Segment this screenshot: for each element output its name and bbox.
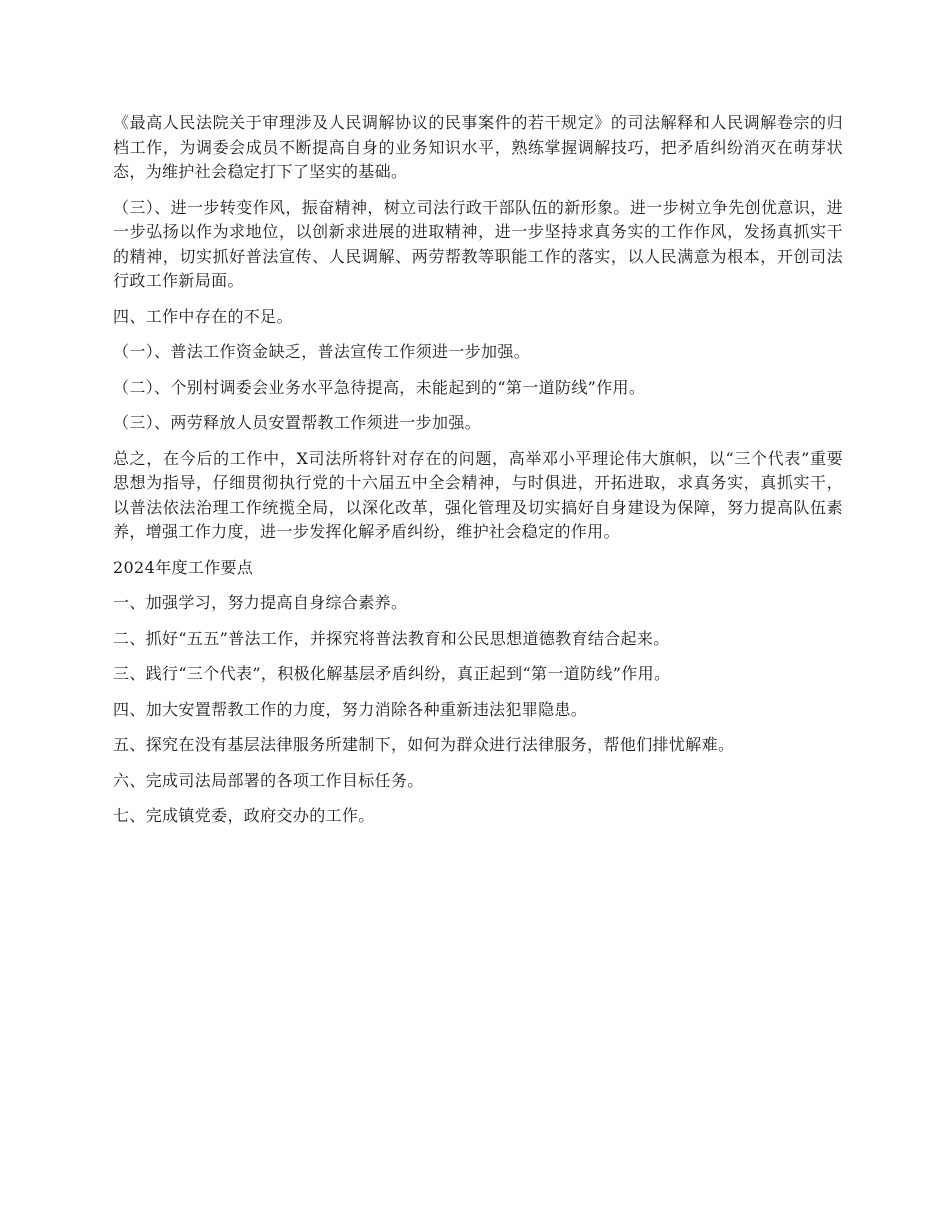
work-point-6: 六、完成司法局部署的各项工作目标任务。 — [113, 770, 424, 790]
paragraph-mediation-archiving: 《最高人民法院关于审理涉及人民调解协议的民事案件的若干规定》的司法解释和人民调解卷宗的归档工作，为调委会成员不断提高自身的业务知识水平，熟练掌握调解技巧，把矛盾纠纷消灭在萌芽状态，为维护社会稳定打下了坚实的基础。 — [113, 113, 843, 181]
document-body — [113, 111, 843, 840]
work-point-1: 一、加强学习，努力提高自身综合素养。 — [113, 593, 408, 612]
work-point-3: 三、践行“三个代表”，积极化解基层矛盾纠纷，真正起到“第一道防线”作用。 — [113, 664, 671, 683]
shortcoming-item-2: （二）、个别村调委会业务水平急待提高，未能起到的“第一道防线”作用。 — [113, 377, 646, 397]
work-point-2: 二、抓好“五五”普法工作，并探究将普法教育和公民思想道德教育结合起来。 — [113, 628, 670, 648]
section-heading-work-points: 2024年度工作要点 — [113, 557, 254, 577]
work-point-4: 四、加大安置帮教工作的力度，努力消除各种重新违法犯罪隐患。 — [113, 699, 588, 719]
work-point-5: 五、探究在没有基层法律服务所建制下，如何为群众进行法律服务，帮他们排忧解难。 — [113, 735, 735, 754]
paragraph-work-style: （三）、进一步转变作风，振奋精神，树立司法行政干部队伍的新形象。进一步树立争先创优意识，进一步弘扬以作为求地位，以创新求进展的进取精神，进一步坚持求真务实的工作作风，发扬真抓实干的精神，切实抓好普法宣传、人民调解、两劳帮教等职能工作的落实，以人民满意为根本，开创司法行政工作新局面。 — [113, 197, 843, 290]
work-point-7: 七、完成镇党委，政府交办的工作。 — [113, 806, 375, 825]
section-heading-shortcomings: 四、工作中存在的不足。 — [113, 306, 293, 326]
shortcoming-item-1: （一）、普法工作资金缺乏，普法宣传工作须进一步加强。 — [113, 342, 531, 361]
paragraph-conclusion: 总之，在今后的工作中，X司法所将针对存在的问题，高举邓小平理论伟大旗帜，以“三个代表”重要思想为指导，仔细贯彻执行党的十六届五中全会精神，与时俱进，开拓进取，求真务实，真抓实干，以普法依法治理工作统揽全局，以深化改革，强化管理及切实搞好自身建设为保障，努力提高队伍素养，增强工作力度，进一步发挥化解矛盾纠纷，维护社会稳定的作用。 — [113, 448, 843, 541]
shortcoming-item-3: （三）、两劳释放人员安置帮教工作须进一步加强。 — [113, 413, 482, 432]
